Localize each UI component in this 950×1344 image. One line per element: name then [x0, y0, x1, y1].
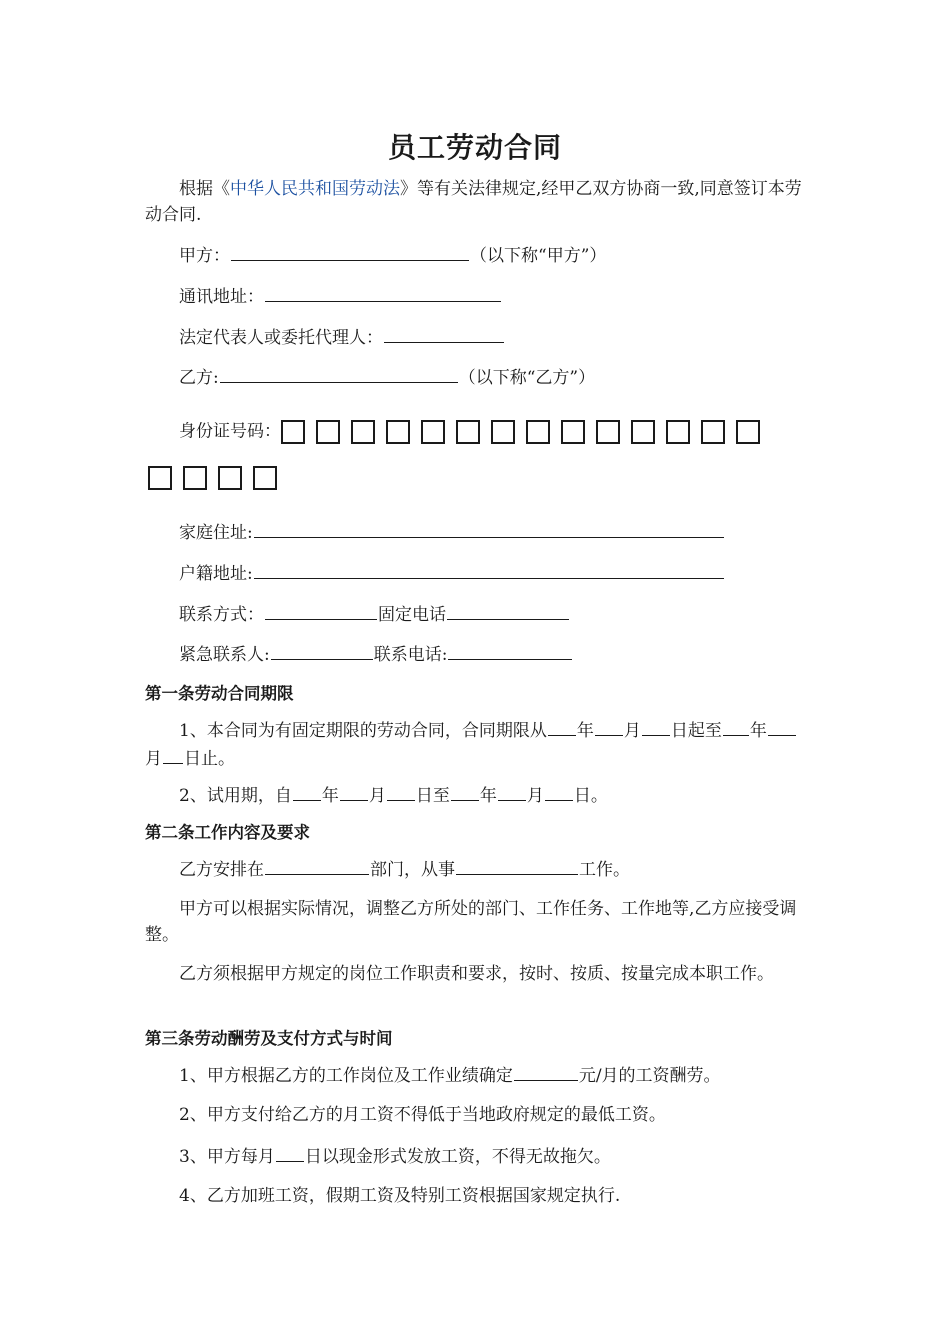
end-month-blank[interactable] — [768, 716, 796, 736]
id-digit-box-8[interactable] — [526, 420, 550, 444]
party-a-line: 甲方： （以下称“甲方”） — [179, 241, 606, 269]
id-number-row-2 — [148, 462, 288, 492]
representative-blank[interactable] — [384, 323, 504, 343]
id-digit-box-10[interactable] — [596, 420, 620, 444]
article-3-paragraph-4: 4、乙方加班工资，假期工资及特别工资根据国家规定执行. — [179, 1186, 621, 1206]
id-digit-box-5[interactable] — [421, 420, 445, 444]
payday-blank[interactable] — [276, 1142, 304, 1162]
id-digit-box-13[interactable] — [701, 420, 725, 444]
id-digit-box-3[interactable] — [351, 420, 375, 444]
id-digit-box-12[interactable] — [666, 420, 690, 444]
probation-end-year-blank[interactable] — [451, 781, 479, 801]
probation-start-year-blank[interactable] — [293, 781, 321, 801]
hukou-address-line: 户籍地址: — [179, 559, 725, 587]
start-year-blank[interactable] — [548, 716, 576, 736]
representative-line: 法定代表人或委托代理人： — [179, 323, 505, 351]
probation-start-day-blank[interactable] — [387, 781, 415, 801]
article-3-paragraph-2: 2、甲方支付给乙方的月工资不得低于当地政府规定的最低工资。 — [179, 1105, 666, 1125]
id-digit-box-2[interactable] — [316, 420, 340, 444]
start-day-blank[interactable] — [642, 716, 670, 736]
party-b-line: 乙方: （以下称“乙方”） — [179, 363, 595, 391]
id-digit-box-11[interactable] — [631, 420, 655, 444]
law-link[interactable]: 中华人民共和国劳动法 — [230, 179, 400, 199]
home-address-line: 家庭住址: — [179, 518, 725, 546]
id-box-group-1 — [281, 421, 771, 441]
hukou-address-blank[interactable] — [254, 559, 724, 579]
id-box-group-2 — [148, 467, 288, 486]
end-day-blank[interactable] — [163, 744, 183, 764]
id-digit-box-row2-2[interactable] — [183, 466, 207, 490]
id-digit-box-14[interactable] — [736, 420, 760, 444]
party-a-blank[interactable] — [231, 241, 469, 261]
emergency-contact-blank[interactable] — [271, 640, 373, 660]
article-3-heading: 第三条劳动酬劳及支付方式与时间 — [145, 1029, 393, 1048]
id-digit-box-7[interactable] — [491, 420, 515, 444]
id-number-label: 身份证号码： — [179, 421, 281, 442]
id-digit-box-row2-4[interactable] — [253, 466, 277, 490]
article-2-heading: 第二条工作内容及要求 — [145, 823, 310, 842]
intro-paragraph: 根据《中华人民共和国劳动法》等有关法律规定,经甲乙双方协商一致,同意签订本劳动合同. — [145, 179, 802, 225]
id-digit-box-9[interactable] — [561, 420, 585, 444]
probation-start-month-blank[interactable] — [340, 781, 368, 801]
article-1-paragraph-2: 2、试用期，自 年 月 日至 年 月 日。 — [145, 781, 805, 809]
contact-blank[interactable] — [265, 600, 377, 620]
job-blank[interactable] — [456, 855, 578, 875]
id-digit-box-row2-3[interactable] — [218, 466, 242, 490]
article-2-paragraph-1: 乙方安排在 部门，从事 工作。 — [145, 855, 805, 883]
id-digit-box-1[interactable] — [281, 420, 305, 444]
id-number-row-1 — [179, 416, 771, 447]
salary-blank[interactable] — [514, 1061, 578, 1081]
phone-blank[interactable] — [448, 640, 572, 660]
article-3-paragraph-1: 1、甲方根据乙方的工作岗位及工作业绩确定 元/月的工资酬劳。 — [145, 1061, 805, 1089]
document-title: 员工劳动合同 — [387, 131, 562, 164]
article-2-paragraph-2: 甲方可以根据实际情况，调整乙方所处的部门、工作任务、工作地等,乙方应接受调整。 — [145, 899, 797, 945]
emergency-contact-line: 紧急联系人: 联系电话: — [179, 640, 573, 668]
party-b-blank[interactable] — [220, 363, 458, 383]
probation-end-month-blank[interactable] — [498, 781, 526, 801]
contact-line: 联系方式： 固定电话 — [179, 600, 570, 628]
end-year-blank[interactable] — [723, 716, 749, 736]
id-digit-box-row2-1[interactable] — [148, 466, 172, 490]
probation-end-day-blank[interactable] — [545, 781, 573, 801]
article-1-paragraph-1: 1、本合同为有固定期限的劳动合同，合同期限从 年 月 日起至 年月 日止。 — [145, 716, 805, 772]
landline-blank[interactable] — [447, 600, 569, 620]
id-digit-box-6[interactable] — [456, 420, 480, 444]
article-2-paragraph-3: 乙方须根据甲方规定的岗位工作职责和要求，按时、按质、按量完成本职工作。 — [179, 964, 774, 984]
id-digit-box-4[interactable] — [386, 420, 410, 444]
address-line: 通讯地址： — [179, 282, 502, 310]
start-month-blank[interactable] — [595, 716, 623, 736]
article-1-heading: 第一条劳动合同期限 — [145, 684, 294, 703]
home-address-blank[interactable] — [254, 518, 724, 538]
address-blank[interactable] — [265, 282, 501, 302]
article-3-paragraph-3: 3、甲方每月 日以现金形式发放工资，不得无故拖欠。 — [145, 1142, 805, 1170]
department-blank[interactable] — [265, 855, 369, 875]
